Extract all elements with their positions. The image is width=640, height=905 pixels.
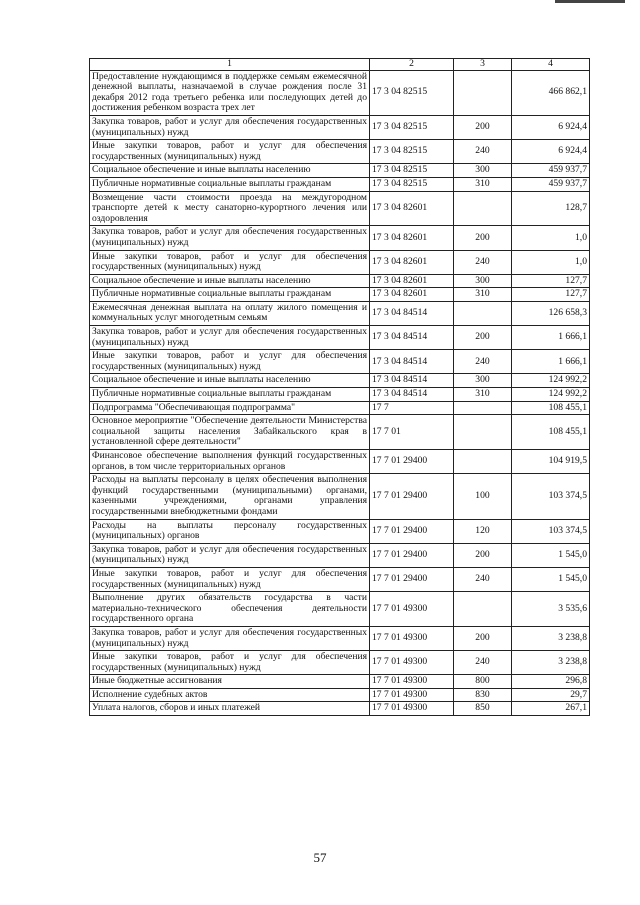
table-row [90,450,590,474]
row-expense-type: 240 [454,651,512,675]
table-row [90,651,590,675]
row-code: 17 3 04 82515 [370,164,454,178]
row-name: Закупка товаров, работ и услуг для обеспечения государственных (муниципальных) нужд [90,226,370,250]
row-name: Предоставление нуждающимся в поддержке семьям ежемесячной денежной выплаты, назначаемой в случае рождения после 31 декабря 2012 года третьего ребенка или последующих детей до достижения ребенком возраста трех лет [90,70,370,115]
table-row [90,415,590,450]
row-name: Социальное обеспечение и иные выплаты населению [90,164,370,178]
row-expense-type: 120 [454,519,512,543]
row-name: Иные закупки товаров, работ и услуг для обеспечения государственных (муниципальных) нужд [90,651,370,675]
table-row [90,519,590,543]
row-code: 17 7 01 [370,415,454,450]
row-amount: 3 238,8 [512,626,590,650]
row-amount: 128,7 [512,191,590,226]
row-name: Расходы на выплаты персоналу государственных (муниципальных) органов [90,519,370,543]
row-code: 17 7 01 49300 [370,702,454,716]
row-code: 17 3 04 82515 [370,177,454,191]
table-row [90,543,590,567]
row-expense-type: 830 [454,688,512,702]
row-name: Иные закупки товаров, работ и услуг для обеспечения государственных (муниципальных) нужд [90,140,370,164]
row-amount: 127,7 [512,288,590,302]
row-code: 17 3 04 84514 [370,301,454,325]
row-name: Иные закупки товаров, работ и услуг для обеспечения государственных (муниципальных) нужд [90,350,370,374]
row-expense-type [454,415,512,450]
row-code: 17 3 04 84514 [370,326,454,350]
row-amount: 3 238,8 [512,651,590,675]
row-expense-type: 800 [454,675,512,689]
table-row [90,374,590,388]
table-row [90,567,590,591]
row-expense-type: 240 [454,350,512,374]
row-name: Социальное обеспечение и иные выплаты населению [90,374,370,388]
row-name: Социальное обеспечение и иные выплаты населению [90,274,370,288]
row-amount: 1 545,0 [512,543,590,567]
row-name: Выполнение других обязательств государства в части материально-технического обеспечения деятельности государственного органа [90,592,370,627]
row-expense-type: 100 [454,474,512,519]
row-name: Основное мероприятие "Обеспечение деятельности Министерства социальной защиты населения Забайкальского края в установленной сфере деятельности" [90,415,370,450]
page-number: 57 [313,850,327,865]
row-amount: 29,7 [512,688,590,702]
row-name: Подпрограмма "Обеспечивающая подпрограмма" [90,401,370,415]
row-name: Иные бюджетные ассигнования [90,675,370,689]
row-amount: 267,1 [512,702,590,716]
table-row [90,70,590,115]
table-row [90,675,590,689]
row-name: Ежемесячная денежная выплата на оплату жилого помещения и коммунальных услуг многодетным семьям [90,301,370,325]
row-expense-type: 310 [454,177,512,191]
row-amount: 1 666,1 [512,350,590,374]
table-row [90,688,590,702]
row-code: 17 7 01 29400 [370,474,454,519]
row-name: Иные закупки товаров, работ и услуг для обеспечения государственных (муниципальных) нужд [90,250,370,274]
row-code: 17 7 01 29400 [370,543,454,567]
header-row [90,59,590,71]
table-row [90,592,590,627]
row-name: Публичные нормативные социальные выплаты гражданам [90,177,370,191]
row-amount: 1 666,1 [512,326,590,350]
table-row [90,474,590,519]
table-row [90,140,590,164]
row-amount: 124 992,2 [512,388,590,402]
row-amount: 108 455,1 [512,415,590,450]
row-expense-type: 300 [454,374,512,388]
row-code: 17 3 04 82601 [370,250,454,274]
row-amount: 1,0 [512,226,590,250]
row-amount: 6 924,4 [512,115,590,139]
row-expense-type: 310 [454,388,512,402]
top-edge-line [555,0,625,3]
row-amount: 459 937,7 [512,177,590,191]
row-code: 17 7 01 49300 [370,592,454,627]
table-row [90,626,590,650]
row-amount: 126 658,3 [512,301,590,325]
row-name: Уплата налогов, сборов и иных платежей [90,702,370,716]
row-expense-type: 200 [454,226,512,250]
budget-table [89,58,590,716]
row-amount: 466 862,1 [512,70,590,115]
row-code: 17 3 04 82601 [370,288,454,302]
row-name: Финансовое обеспечение выполнения функций государственных органов, в том числе территориальных органов [90,450,370,474]
table-row [90,401,590,415]
row-expense-type [454,70,512,115]
row-amount: 127,7 [512,274,590,288]
row-expense-type: 200 [454,543,512,567]
row-name: Закупка товаров, работ и услуг для обеспечения государственных (муниципальных) нужд [90,626,370,650]
row-amount: 459 937,7 [512,164,590,178]
table-row [90,301,590,325]
row-name: Закупка товаров, работ и услуг для обеспечения государственных (муниципальных) нужд [90,543,370,567]
row-name: Расходы на выплаты персоналу в целях обеспечения выполнения функций государственными (муниципальными) органами, казенными учреждениями, органами управления государственными внебюджетными фондами [90,474,370,519]
table-row [90,702,590,716]
header-col-2: 2 [370,59,454,71]
row-code: 17 7 01 49300 [370,688,454,702]
row-code: 17 3 04 82515 [370,140,454,164]
row-code: 17 7 01 29400 [370,450,454,474]
row-name: Закупка товаров, работ и услуг для обеспечения государственных (муниципальных) нужд [90,326,370,350]
row-expense-type [454,191,512,226]
row-expense-type: 300 [454,164,512,178]
row-name: Закупка товаров, работ и услуг для обеспечения государственных (муниципальных) нужд [90,115,370,139]
row-amount: 296,8 [512,675,590,689]
row-amount: 6 924,4 [512,140,590,164]
row-expense-type: 240 [454,567,512,591]
row-expense-type [454,401,512,415]
row-amount: 108 455,1 [512,401,590,415]
row-amount: 103 374,5 [512,519,590,543]
row-expense-type: 200 [454,326,512,350]
row-amount: 103 374,5 [512,474,590,519]
row-code: 17 7 01 49300 [370,626,454,650]
table-row [90,191,590,226]
row-expense-type [454,450,512,474]
row-expense-type [454,301,512,325]
table-row [90,274,590,288]
table-row [90,177,590,191]
row-amount: 1 545,0 [512,567,590,591]
row-amount: 104 919,5 [512,450,590,474]
row-expense-type: 300 [454,274,512,288]
row-expense-type: 240 [454,140,512,164]
table-row [90,326,590,350]
row-name: Публичные нормативные социальные выплаты гражданам [90,388,370,402]
header-col-1: 1 [90,59,370,71]
row-code: 17 3 04 84514 [370,350,454,374]
row-code: 17 3 04 82601 [370,191,454,226]
table-row [90,164,590,178]
header-col-4: 4 [512,59,590,71]
row-expense-type: 310 [454,288,512,302]
table-row [90,350,590,374]
row-code: 17 7 01 49300 [370,675,454,689]
row-amount: 3 535,6 [512,592,590,627]
row-code: 17 3 04 82601 [370,274,454,288]
row-expense-type: 240 [454,250,512,274]
table-row [90,226,590,250]
row-code: 17 7 01 29400 [370,519,454,543]
header-col-3: 3 [454,59,512,71]
row-code: 17 3 04 84514 [370,388,454,402]
row-amount: 124 992,2 [512,374,590,388]
row-name: Возмещение части стоимости проезда на междугородном транспорте детей к месту санаторно-курортного лечения или оздоровления [90,191,370,226]
row-code: 17 7 [370,401,454,415]
row-name: Публичные нормативные социальные выплаты гражданам [90,288,370,302]
row-amount: 1,0 [512,250,590,274]
row-name: Исполнение судебных актов [90,688,370,702]
table-row [90,388,590,402]
row-code: 17 3 04 82601 [370,226,454,250]
row-code: 17 3 04 82515 [370,70,454,115]
table-row [90,288,590,302]
table-row [90,250,590,274]
row-code: 17 3 04 84514 [370,374,454,388]
row-code: 17 3 04 82515 [370,115,454,139]
table-row [90,115,590,139]
row-code: 17 7 01 49300 [370,651,454,675]
row-code: 17 7 01 29400 [370,567,454,591]
row-expense-type: 200 [454,115,512,139]
row-expense-type: 200 [454,626,512,650]
row-expense-type [454,592,512,627]
row-name: Иные закупки товаров, работ и услуг для обеспечения государственных (муниципальных) нужд [90,567,370,591]
row-expense-type: 850 [454,702,512,716]
